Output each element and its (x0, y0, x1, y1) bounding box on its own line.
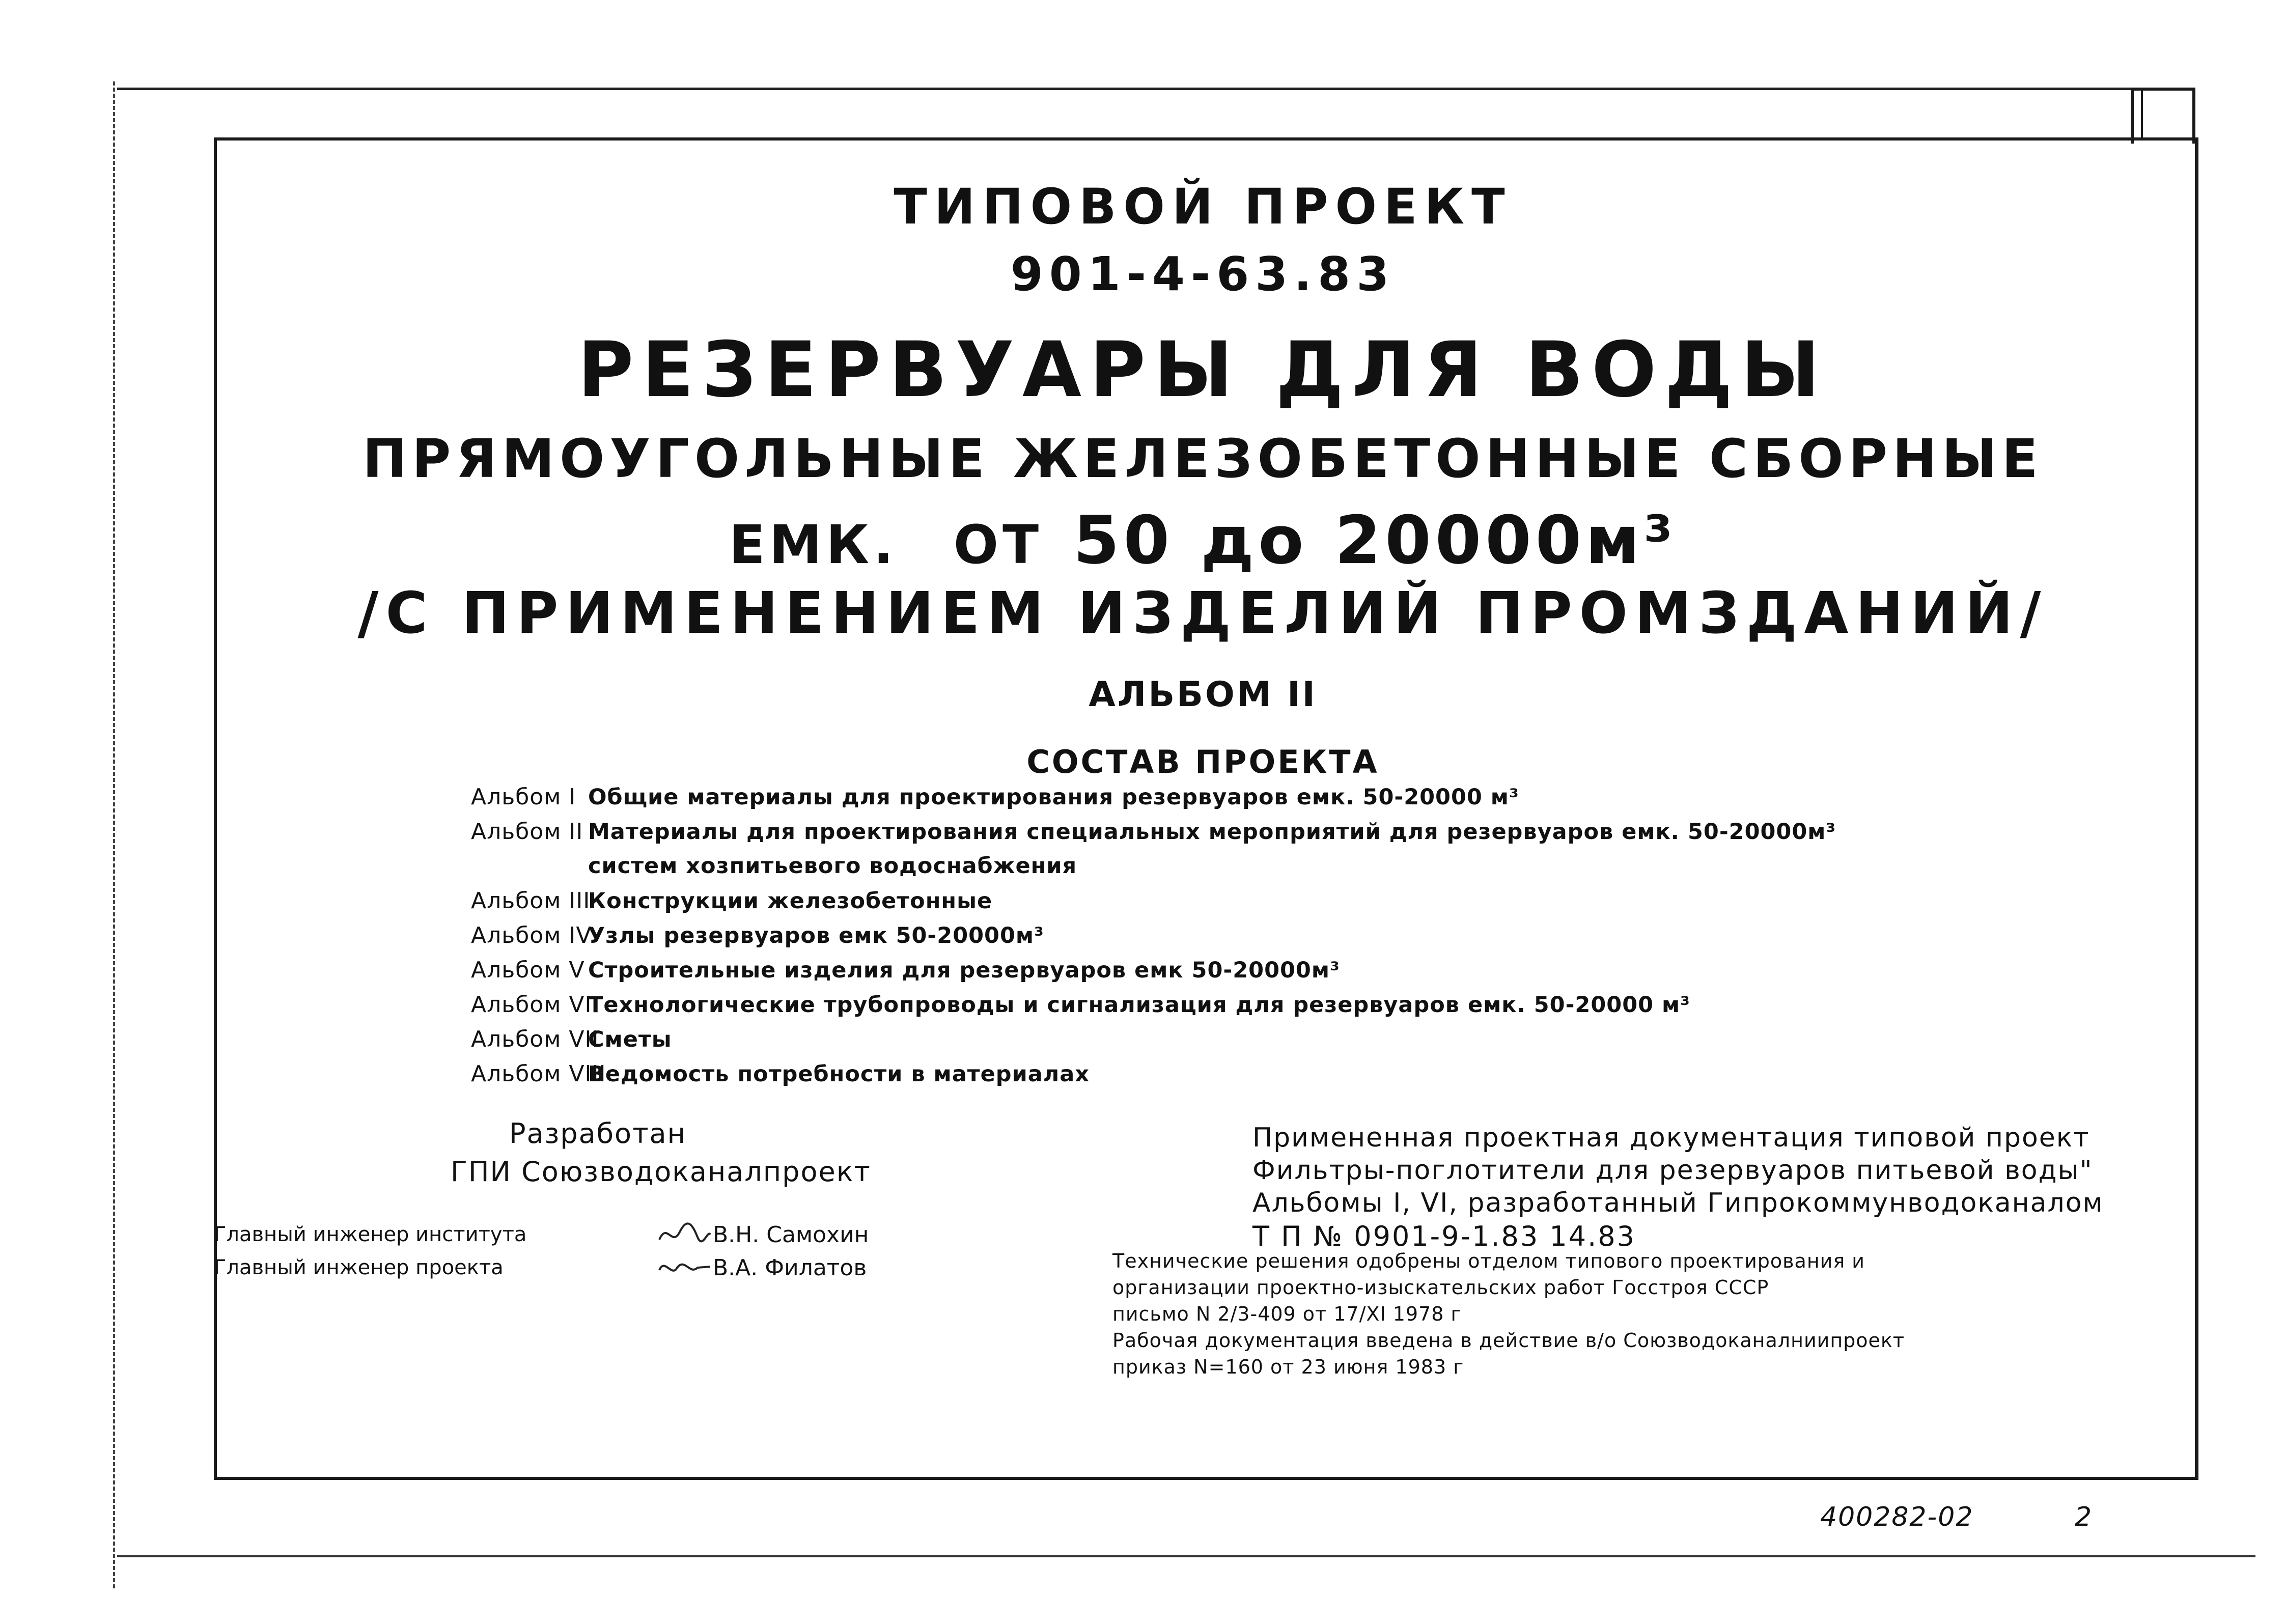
album-description: систем хозпитьевого водоснабжения (588, 853, 1077, 879)
project-code: 901-4-63.83 (1010, 247, 1396, 301)
signatory-role: Главный инженер проекта (214, 1256, 504, 1279)
application-line: /С ПРИМЕНЕНИЕМ ИЗДЕЛИЙ ПРОМЗДАНИЙ/ (357, 580, 2048, 647)
applied-docs-tp-number: Т П № 0901-9-1.83 14.83 (1252, 1220, 1636, 1252)
album-description: Сметы (588, 1027, 672, 1052)
applied-docs-block (1252, 1123, 2169, 1253)
archive-code: 400282-02 (1820, 1502, 1974, 1532)
album-description: Строительные изделия для резервуаров емк 50-20000м³ (588, 958, 1340, 983)
approval-notes (1112, 1250, 2156, 1382)
album-number: АЛЬБОМ II (1089, 675, 1317, 715)
sheet-edge-bottom (117, 1555, 2255, 1557)
album-description: Материалы для проектирования специальных мероприятий для резервуаров емк. 50-20000м³ (588, 819, 1836, 845)
capacity-prefix: ЕМК. (729, 514, 898, 576)
sheet-edge-top (117, 88, 2189, 90)
approval-note-line: приказ N=160 от 23 июня 1983 г (1112, 1356, 1464, 1378)
album-label: Альбом III (471, 888, 591, 914)
handwritten-signature (657, 1219, 713, 1250)
list-item (471, 888, 1998, 922)
main-title: РЕЗЕРВУАРЫ ДЛЯ ВОДЫ (577, 326, 1828, 414)
signatory-name: В.Н. Самохин (713, 1221, 869, 1248)
list-item (471, 922, 1998, 957)
approval-note-line: Технические решения одобрены отделом типового проектирования и (1112, 1250, 1865, 1272)
list-item (471, 853, 1998, 888)
capacity-from: ОТ (953, 514, 1043, 576)
doc-type-title: ТИПОВОЙ ПРОЕКТ (894, 178, 1512, 235)
handwritten-signature (657, 1252, 713, 1283)
page-number: 2 (2075, 1502, 2092, 1532)
album-label: Альбом II (471, 819, 583, 845)
list-item (471, 992, 1998, 1026)
approval-note-line: организации проектно-изыскательских работ Госстроя СССР (1112, 1276, 1769, 1299)
album-label: Альбом VIII (471, 1061, 606, 1087)
list-item (471, 819, 1998, 853)
album-label: Альбом VII (471, 1026, 599, 1052)
developer-heading: Разработан (509, 1117, 686, 1150)
signatory-role: Главный инженер института (214, 1223, 527, 1246)
album-description: Ведомость потребности в материалах (588, 1061, 1090, 1087)
approval-note-line: письмо N 2/3-409 от 17/XI 1978 г (1112, 1303, 1462, 1325)
list-item (471, 1061, 1998, 1096)
applied-docs-line: Фильтры-поглотители для резервуаров питьевой воды" (1252, 1155, 2093, 1186)
signatory-row (214, 1252, 867, 1283)
album-description: Общие материалы для проектирования резервуаров емк. 50-20000 м³ (588, 785, 1519, 810)
contents-heading: СОСТАВ ПРОЕКТА (1026, 743, 1379, 780)
signatory-row (214, 1219, 869, 1250)
capacity-value: 50 до 20000м³ (1073, 501, 1677, 579)
album-description: Узлы резервуаров емк 50-20000м³ (588, 923, 1044, 948)
list-item (471, 957, 1998, 992)
capacity-line (214, 501, 2192, 579)
contents-list (471, 784, 1998, 1096)
applied-docs-line: Примененная проектная документация типовой проект (1252, 1123, 2090, 1153)
subtitle: ПРЯМОУГОЛЬНЫЕ ЖЕЛЕЗОБЕТОННЫЕ СБОРНЫЕ (363, 428, 2043, 490)
album-label: Альбом V (471, 957, 585, 983)
approval-note-line: Рабочая документация введена в действие в/о Союзводоканалниипроект (1112, 1329, 1905, 1352)
list-item (471, 1026, 1998, 1061)
stamp-box-divider (2141, 88, 2143, 141)
album-label: Альбом I (471, 784, 576, 810)
album-label: Альбом IV (471, 922, 592, 948)
binding-line (113, 81, 115, 1588)
developer-org: ГПИ Союзводоканалпроект (451, 1156, 871, 1188)
album-description: Конструкции железобетонные (588, 888, 993, 914)
list-item (471, 784, 1998, 819)
applied-docs-line: Альбомы I, VI, разработанный Гипрокоммунводоканалом (1252, 1188, 2104, 1218)
signatory-name: В.А. Филатов (713, 1254, 867, 1281)
album-description: Технологические трубопроводы и сигнализация для резервуаров емк. 50-20000 м³ (588, 992, 1690, 1018)
album-label: Альбом VI (471, 992, 592, 1018)
